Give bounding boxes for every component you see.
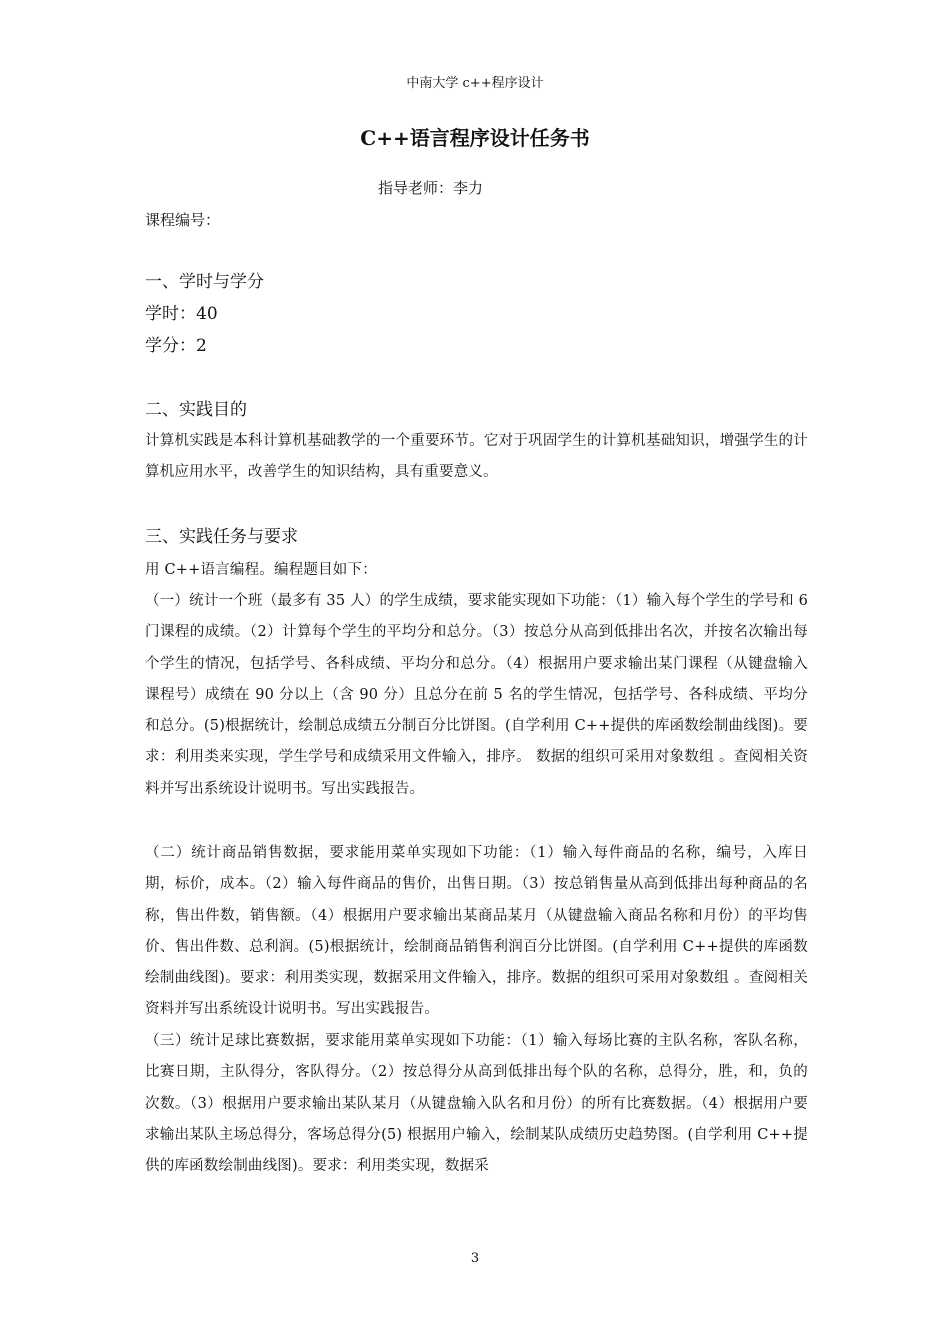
- section3-intro: 用 C++语言编程。编程题目如下：: [145, 562, 377, 578]
- document-title: [0, 122, 950, 151]
- section2-heading: 二、实践目的: [145, 400, 247, 420]
- page-number: 3: [470, 1251, 480, 1266]
- task3-paragraph: （三）统计足球比赛数据，要求能用菜单实现如下功能：（1）输入每场比赛的主队名称，客队名称，比赛日期，主队得分，客队得分。（2）按总得分从高到低排出每个队的名称，总得分，胜，和，负的次数。（3）根据用户要求输出某队某月（从键盘输入队名和月份）的所有比赛数据。（4）根据用户要求输出某队主场总得分，客场总得分(5) 根据用户输入，绘制某队成绩历史趋势图。(自学利用 C++提供的库函数绘制曲线图)。要求：利用类实现，数据采: [145, 1033, 808, 1175]
- teacher-line: 指导老师：李力: [378, 179, 484, 197]
- course-number: 课程编号：: [145, 211, 221, 229]
- document-title-text: C++语言程序设计任务书: [360, 126, 590, 150]
- section3-heading: 三、实践任务与要求: [145, 527, 298, 547]
- credits-line: 学分：2: [145, 336, 207, 356]
- section2-body: 计算机实践是本科计算机基础教学的一个重要环节。它对于巩固学生的计算机基础知识，增强学生的计算机应用水平，改善学生的知识结构，具有重要意义。: [145, 433, 808, 481]
- page-header: 中南大学 c++程序设计: [406, 76, 544, 91]
- task2-paragraph: （二）统计商品销售数据，要求能用菜单实现如下功能：（1）输入每件商品的名称，编号，入库日期，标价，成本。（2）输入每件商品的售价，出售日期。（3）按总销售量从高到低排出每种商品的名称，售出件数，销售额。（4）根据用户要求输出某商品某月（从键盘输入商品名称和月份）的平均售价、售出件数、总利润。(5)根据统计，绘制商品销售利润百分比饼图。(自学利用 C++提供的库函数绘制曲线图)。要求：利用类实现，数据采用文件输入，排序。数据的组织可采用对象数组 。查阅相关资料并写出系统设计说明书。写出实践报告。: [145, 845, 808, 1018]
- section1-heading: 一、学时与学分: [145, 272, 264, 292]
- hours-line: 学时：40: [145, 304, 218, 324]
- task1-paragraph: （一）统计一个班（最多有 35 人）的学生成绩，要求能实现如下功能：（1）输入每个学生的学号和 6 门课程的成绩。（2）计算每个学生的平均分和总分。（3）按总分从高到低排出名次，并按名次输出每个学生的情况，包括学号、各科成绩、平均分和总分。（4）根据用户要求输出某门课程（从键盘输入课程号）成绩在 90 分以上（含 90 分）且总分在前 5 名的学生情况，包括学号、各科成绩、平均分和总分。(5)根据统计，绘制总成绩五分制百分比饼图。(自学利用 C++提供的库函数绘制曲线图)。要求：利用类来实现，学生学号和成绩采用文件输入，排序。 数据的组织可采用对象数组 。查阅相关资料并写出系统设计说明书。写出实践报告。: [145, 593, 808, 797]
